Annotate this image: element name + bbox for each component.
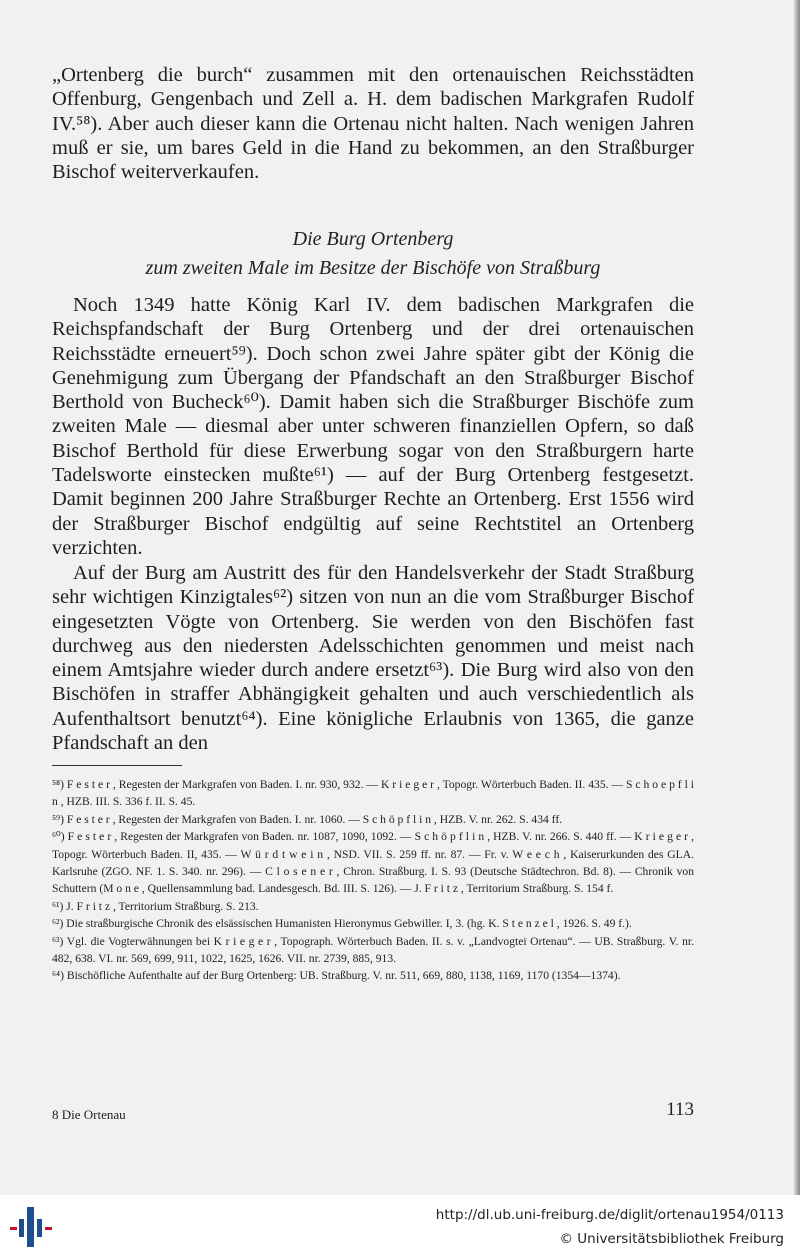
- footnote-63: ⁶³) Vgl. die Vogterwähnungen bei K r i e g e r , Topograph. Wörterbuch Baden. II. s. v. „Landvogtei Ortenau“. — UB. Straßburg. V. nr. 482, 638. VI. nr. 569, 699, 911, 1022, 1625, 1626. VII. nr. 2739, 885, 913.: [52, 934, 694, 966]
- page-number: 113: [666, 1099, 694, 1120]
- footnote-separator: [52, 765, 182, 766]
- paragraph-2: Noch 1349 hatte König Karl IV. dem badischen Markgrafen die Reichspfandschaft der Burg Ortenberg und der drei ortenauischen Reichsstädte erneuert⁵⁹). Doch schon zwei Jahre später gibt der König die Genehmigung zum Übergang der Pfandschaft an den Straßburger Bischof Berthold von Bucheck⁶⁰). Damit haben sich die Straßburger Bischöfe zum zweiten Male — diesmal aber unter schweren finanziellen Opfern, so daß Bischof Berthold für diese Erwerbung sogar von den Straßburgern harte Tadelsworte einstecken mußte⁶¹) — auf der Burg Ortenberg festgesetzt. Damit beginnen 200 Jahre Straßburger Rechte an Ortenberg. Erst 1556 wird der Straßburger Bischof endgültig auf seine Rechtstitel an Ortenberg verzichten.: [52, 294, 694, 559]
- section-heading-line-2: zum zweiten Male im Besitze der Bischöfe von Straßburg: [145, 257, 601, 279]
- scan-edge-shadow: [794, 0, 800, 1195]
- section-heading-line-1: Die Burg Ortenberg: [292, 228, 454, 250]
- footnote-62: ⁶²) Die straßburgische Chronik des elsässischen Humanisten Hieronymus Gebwiller. I, 3. (hg. K. S t e n z e l , 1926. S. 49 f.).: [52, 917, 632, 931]
- copyright-notice: © Universitätsbibliothek Freiburg: [559, 1231, 784, 1247]
- sheet-signature: 8 Die Ortenau: [52, 1107, 126, 1122]
- footnote-59: ⁵⁹) F e s t e r , Regesten der Markgrafen von Baden. I. nr. 1060. — S c h ö p f l i n , HZB. V. nr. 262. S. 434 ff.: [52, 812, 563, 826]
- ub-freiburg-logo-icon[interactable]: [10, 1205, 52, 1249]
- page-footer: [52, 1099, 694, 1125]
- footnotes: [52, 776, 694, 985]
- footnote-58: ⁵⁸) F e s t e r , Regesten der Markgrafen von Baden. I. nr. 930, 932. — K r i e g e r , Topogr. Wörterbuch Baden. II. 435. — S c h o e p f l i n , HZB. III. S. 336 f. II. S. 45.: [52, 778, 694, 809]
- footnote-60: ⁶⁰) F e s t e r , Regesten der Markgrafen von Baden. nr. 1087, 1090, 1092. — S c h ö p f l i n , HZB. V. nr. 266. S. 440 ff. — K r i e g e r , Topogr. Wörterbuch Baden. II, 435. — W ü r d t w e i n , NSD. VII. S. 259 ff. nr. 87. — Fr. v. W e e c h , Kaiserurkunden des GLA. Karlsruhe (ZGO. NF. 1. S. 340. nr. 296). — C l o s e n e r , Chron. Straßburg. I. S. 93 (Deutsche Städtechron. Bd. 8). — Chronik von Schuttern (M o n e , Quellensammlung bad. Landesgesch. Bd. III. S. 126). — J. F r i t z , Territorium Straßburg. S. 154 f.: [52, 830, 694, 896]
- viewer-bottom-bar: [0, 1195, 800, 1253]
- paragraph-3: Auf der Burg am Austritt des für den Handelsverkehr der Stadt Straßburg sehr wichtigen Kinzigtales⁶²) sitzen von nun an die vom Straßburger Bischof eingesetzten Vögte von Ortenberg. Sie werden von den Bischöfen fast durchweg aus den niedersten Adelsschichten genommen und meist nach einem Amtsjahre wieder durch andere ersetzt⁶³). Die Burg wird also von den Bischöfen in straffer Abhängigkeit gehalten und auch verschiedentlich als Aufenthaltsort benutzt⁶⁴). Eine königliche Erlaubnis von 1365, die ganze Pfandschaft an den: [52, 562, 694, 755]
- permalink-url[interactable]: http://dl.ub.uni-freiburg.de/diglit/ortenau1954/0113: [435, 1207, 784, 1223]
- footnote-61: ⁶¹) J. F r i t z , Territorium Straßburg. S. 213.: [52, 899, 259, 913]
- footnote-64: ⁶⁴) Bischöfliche Aufenthalte auf der Burg Ortenberg: UB. Straßburg. V. nr. 511, 669, 880, 1138, 1169, 1170 (1354—1374).: [52, 969, 621, 983]
- paragraph-1: „Ortenberg die burch“ zusammen mit den ortenauischen Reichsstädten Offenburg, Gengenbach und Zell a. H. dem badischen Markgrafen Rudolf IV.⁵⁸). Aber auch dieser kann die Ortenau nicht halten. Nach wenigen Jahren muß er sie, um bares Geld in die Hand zu bekommen, an den Straßburger Bischof weiterverkaufen.: [52, 64, 694, 184]
